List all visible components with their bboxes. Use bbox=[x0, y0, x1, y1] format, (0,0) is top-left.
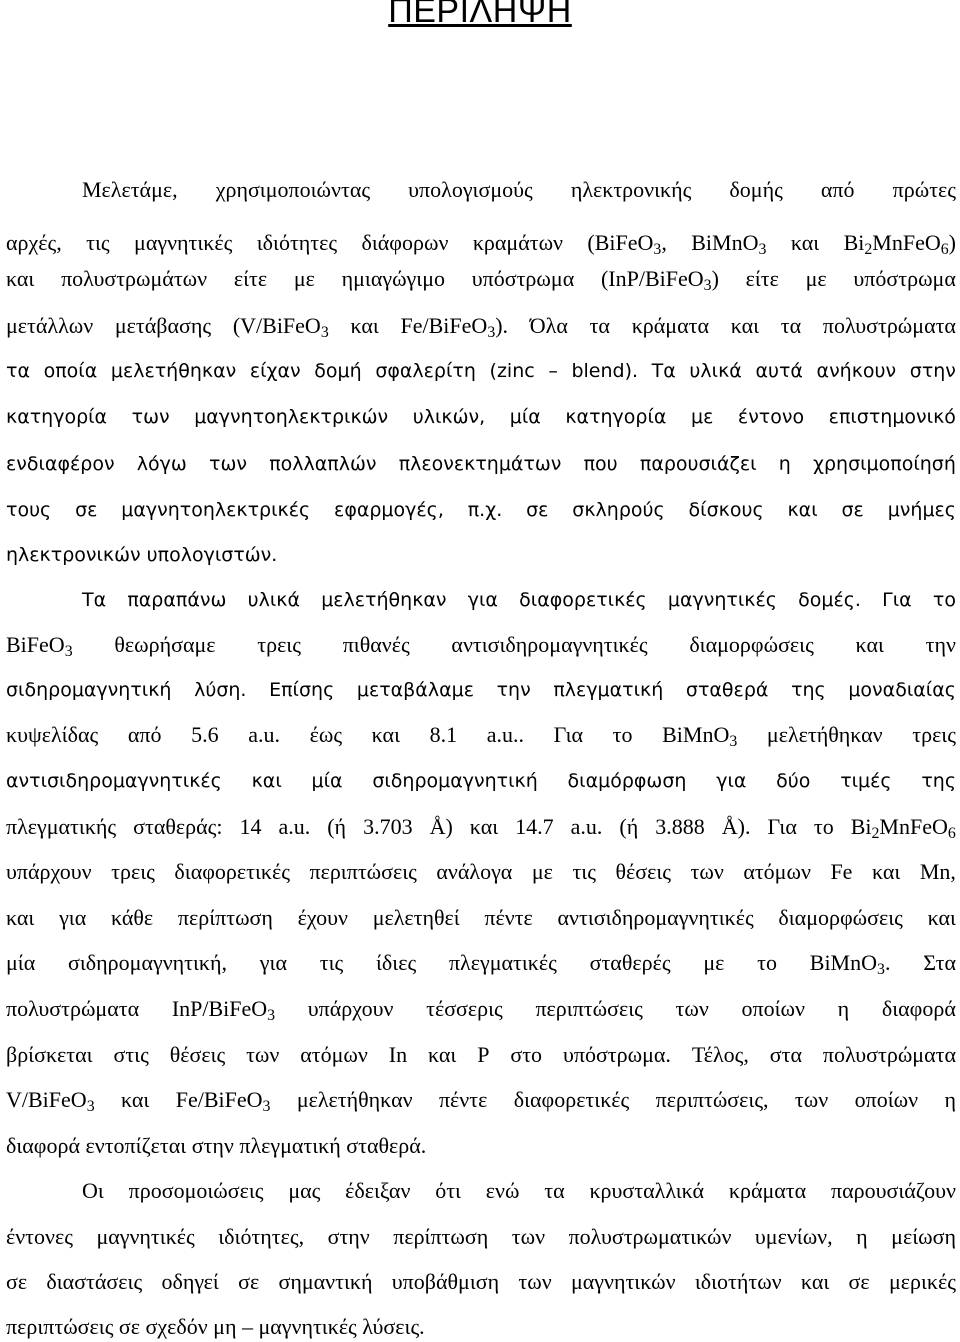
text-line: σε διαστάσεις οδηγεί σε σημαντική υποβάθμιση των μαγνητικών ιδιοτήτων και σε μερικές bbox=[6, 1269, 956, 1294]
text-line: Τα παραπάνω υλικά μελετήθηκαν για διαφορετικές μαγνητικές δομές. Για το bbox=[82, 589, 956, 611]
text-line: τους σε μαγνητοηλεκτρικές εφαρμογές, π.χ. σε σκληρούς δίσκους και σε μνήμες bbox=[6, 499, 956, 521]
text-line: πλεγματικής σταθεράς: 14 a.u. (ή 3.703 Å) και 14.7 a.u. (ή 3.888 Å). Για το $Bi_2MnFeO_6$ bbox=[6, 814, 956, 842]
text-line: μετάλλων μετάβασης (V/BiFeO$_3$ και Fe/BiFeO$_3$). Όλα τα κράματα και τα πολυστρώματα bbox=[6, 313, 956, 341]
page-title: ΠΕΡΙΛΗΨΗ bbox=[388, 0, 572, 30]
text-line: και για κάθε περίπτωση έχουν μελετηθεί πέντε αντισιδηρομαγνητικές διαμορφώσεις και bbox=[6, 905, 956, 930]
text-line: Μελετάμε, χρησιμοποιώντας υπολογισμούς ηλεκτρονικής δομής από πρώτες bbox=[82, 177, 956, 202]
text-line: BiFeO$_3$ θεωρήσαμε τρεις πιθανές αντισιδηρομαγνητικές διαμορφώσεις και την bbox=[6, 632, 956, 660]
text-line: ηλεκτρονικών υπολογιστών. bbox=[6, 544, 278, 566]
text-line: κατηγορία των μαγνητοηλεκτρικών υλικών, μία κατηγορία με έντονο επιστημονικό bbox=[6, 406, 956, 428]
text-line: τα οποία μελετήθηκαν είχαν δομή σφαλερίτη (zinc – blend). Τα υλικά αυτά ανήκουν στην bbox=[6, 360, 956, 382]
text-line: έντονες μαγνητικές ιδιότητες, στην περίπτωση των πολυστρωματικών υμενίων, η μείωση bbox=[6, 1224, 956, 1249]
text-line: πολυστρώματα InP/BiFeO$_3$ υπάρχουν τέσσερις περιπτώσεις των οποίων η διαφορά bbox=[6, 996, 956, 1024]
text-line: και πολυστρωμάτων είτε με ημιαγώγιμο υπόστρωμα (InP/BiFeO$_3$) είτε με υπόστρωμα bbox=[6, 266, 956, 294]
text-line: περιπτώσεις σε σχεδόν μη – μαγνητικές λύσεις. bbox=[6, 1314, 425, 1339]
text-line: ενδιαφέρον λόγω των πολλαπλών πλεονεκτημάτων που παρουσιάζει η χρησιμοποίησή bbox=[6, 453, 956, 475]
text-line: βρίσκεται στις θέσεις των ατόμων In και P στο υπόστρωμα. Τέλος, στα πολυστρώματα bbox=[6, 1042, 956, 1067]
text-line: V/BiFeO$_3$ και Fe/BiFeO$_3$ μελετήθηκαν πέντε διαφορετικές περιπτώσεις, των οποίων η bbox=[6, 1087, 956, 1115]
text-line: σιδηρομαγνητική λύση. Επίσης μεταβάλαμε την πλεγματική σταθερά της μοναδιαίας bbox=[6, 679, 956, 701]
text-line: διαφορά εντοπίζεται στην πλεγματική σταθερά. bbox=[6, 1133, 427, 1158]
text-line: Οι προσομοιώσεις μας έδειξαν ότι ενώ τα κρυσταλλικά κράματα παρουσιάζουν bbox=[82, 1178, 956, 1203]
text-line: κυψελίδας από 5.6 a.u. έως και 8.1 a.u.. Για το BiMnO$_3$ μελετήθηκαν τρεις bbox=[6, 722, 956, 750]
text-line: αντισιδηρομαγνητικές και μία σιδηρομαγνητική διαμόρφωση για δύο τιμές της bbox=[6, 770, 956, 792]
text-line: μία σιδηρομαγνητική, για τις ίδιες πλεγματικές σταθερές με το BiMnO$_3$. Στα bbox=[6, 950, 956, 978]
text-line: υπάρχουν τρεις διαφορετικές περιπτώσεις ανάλογα με τις θέσεις των ατόμων Fe και Mn, bbox=[6, 859, 956, 884]
text-line: αρχές, τις μαγνητικές ιδιότητες διάφορων κραμάτων (BiFeO$_3$, BiMnO$_3$ και $Bi_2MnFeO_6$) bbox=[6, 230, 956, 258]
